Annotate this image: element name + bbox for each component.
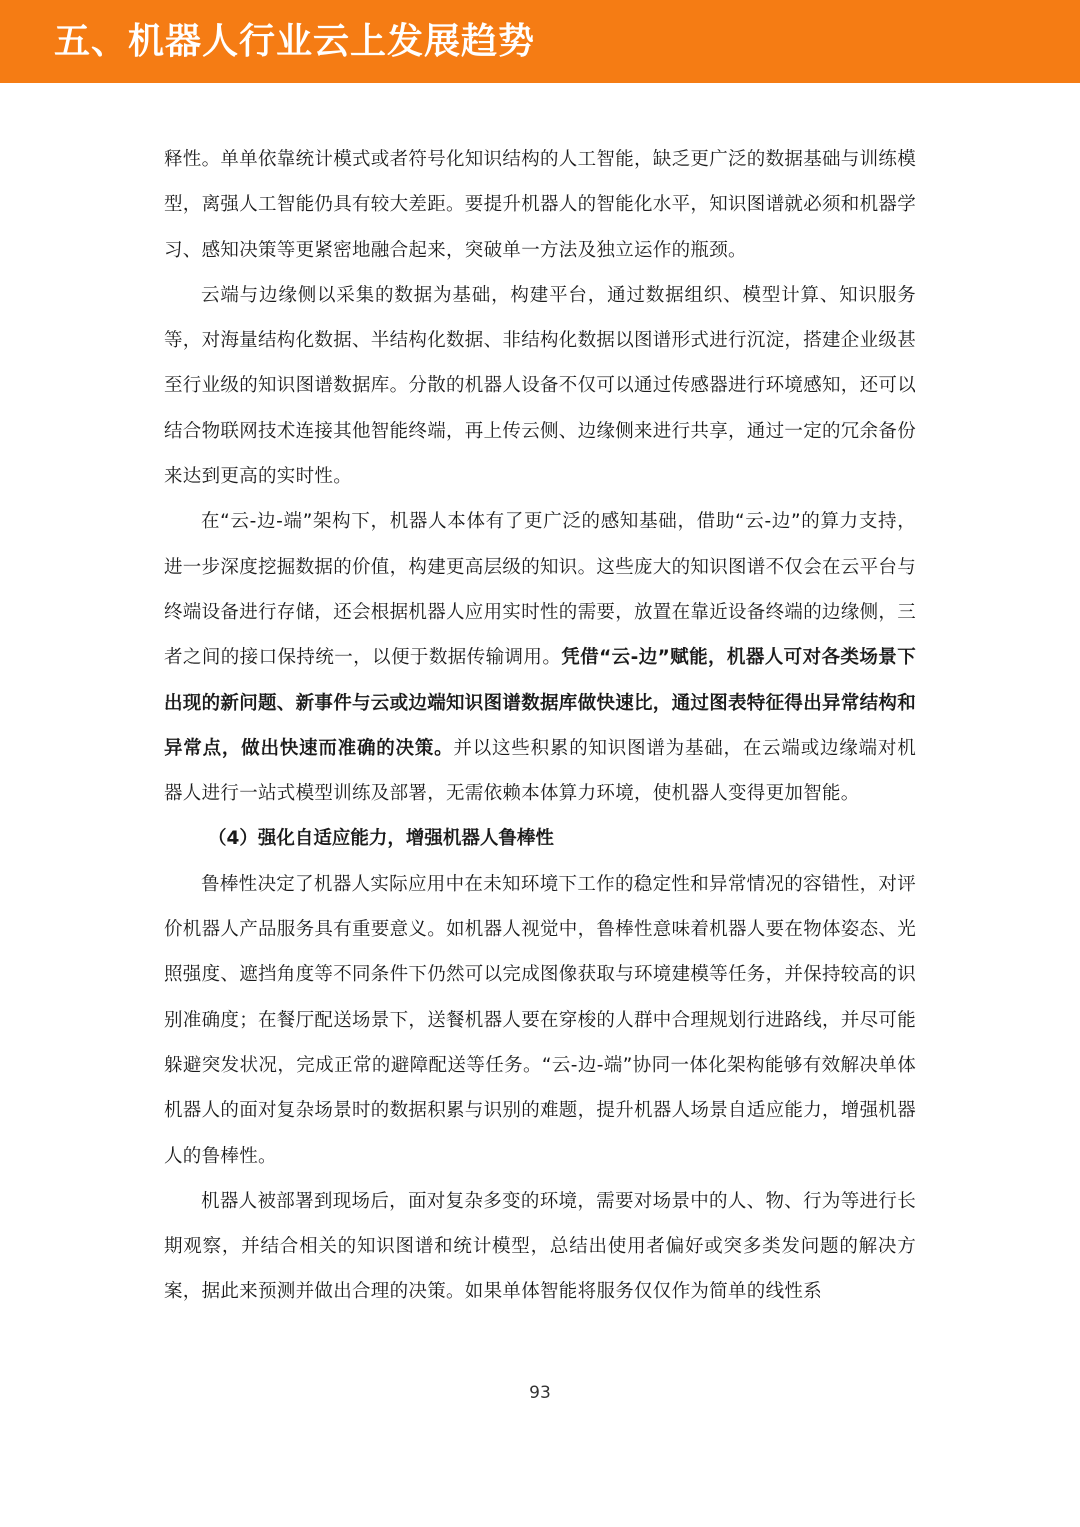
paragraph-4: 鲁棒性决定了机器人实际应用中在未知环境下工作的稳定性和异常情况的容错性，对评价机器人产品服务具有重要意义。如机器人视觉中，鲁棒性意味着机器人要在物体姿态、光照强度、遮挡角度等不同条件下仍然可以完成图像获取与环境建模等任务，并保持较高的识别准确度；在餐厅配送场景下，送餐机器人要在穿梭的人群中合理规划行进路线，并尽可能躲避突发状况，完成正常的避障配送等任务。“云-边-端”协同一体化架构能够有效解决单体机器人的面对复杂场景时的数据积累与识别的难题，提升机器人场景自适应能力，增强机器人的鲁棒性。: [164, 873, 917, 1167]
document-body: [164, 137, 916, 1315]
paragraph-5: 机器人被部署到现场后，面对复杂多变的环境，需要对场景中的人、物、行为等进行长期观察，并结合相关的知识图谱和统计模型，总结出使用者偏好或突多类发问题的解决方案，据此来预测并做出合理的决策。如果单体智能将服务仅仅作为简单的线性系: [164, 1190, 916, 1303]
page-number: 93: [529, 1383, 551, 1403]
paragraph-3-text-after: 并以这些积累的知识图谱为基础，在云端或边缘端对机器人进行一站式模型训练及部署，无需依赖本体算力环境，使机器人变得更加智能。: [164, 737, 916, 805]
paragraph-3: [164, 499, 916, 816]
paragraph-3-text-before: 在“云-边-端”架构下，机器人本体有了更广泛的感知基础，借助“云-边”的算力支持，进一步深度挖掘数据的价值，构建更高层级的知识。这些庞大的知识图谱不仅会在云平台与终端设备进行存储，还会根据机器人应用实时性的需要，放置在靠近设备终端的边缘侧，三者之间的接口保持统一，以便于数据传输调用。: [164, 511, 917, 669]
paragraph-2: 云端与边缘侧以采集的数据为基础，构建平台，通过数据组织、模型计算、知识服务等，对海量结构化数据、半结构化数据、非结构化数据以图谱形式进行沉淀，搭建企业级甚至行业级的知识图谱数据库。分散的机器人设备不仅可以通过传感器进行环境感知，还可以结合物联网技术连接其他智能终端，再上传云侧、边缘侧来进行共享，通过一定的冗余备份来达到更高的实时性。: [164, 284, 917, 488]
paragraph-3-bold-text: 凭借“云-边”赋能，机器人可对各类场景下出现的新问题、新事件与云或边端知识图谱数据库做快速比，通过图表特征得出异常结构和异常点，做出快速而准确的决策。: [164, 647, 917, 759]
header-bar: [0, 0, 1080, 83]
section-subheading: （4）强化自适应能力，增强机器人鲁棒性: [208, 828, 554, 850]
paragraph-1: 释性。单单依靠统计模式或者符号化知识结构的人工智能，缺乏更广泛的数据基础与训练模型，离强人工智能仍具有较大差距。要提升机器人的智能化水平，知识图谱就必须和机器学习、感知决策等更紧密地融合起来，突破单一方法及独立运作的瓶颈。: [164, 149, 917, 261]
page-title: 五、机器人行业云上发展趋势: [54, 21, 536, 62]
